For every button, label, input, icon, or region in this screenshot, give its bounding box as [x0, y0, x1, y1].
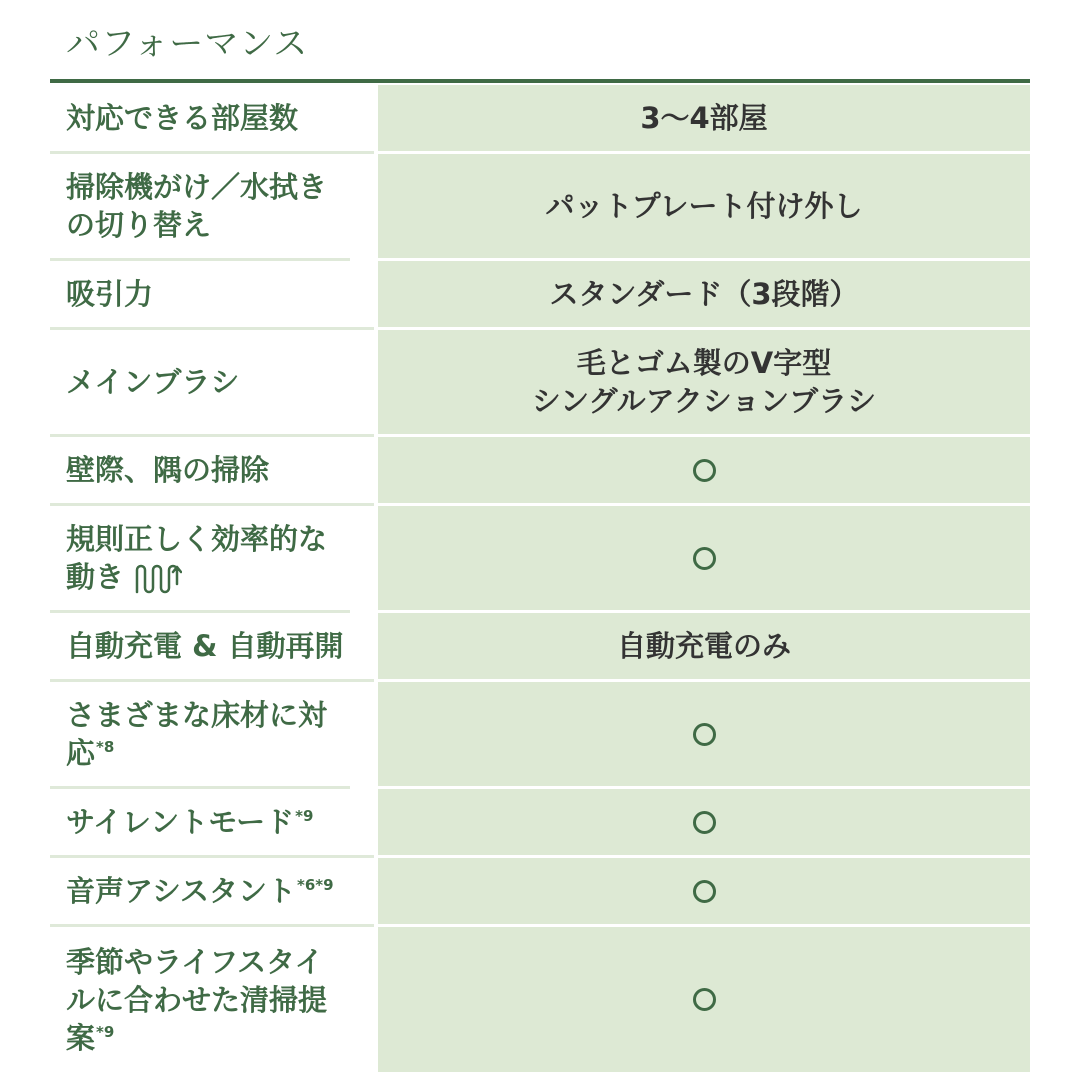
footnote-ref: *8: [96, 738, 115, 757]
row-label: 対応できる部屋数: [50, 85, 374, 154]
row-value: 3〜4部屋: [378, 85, 1030, 154]
available-circle-icon: [693, 988, 716, 1011]
table-row: [50, 506, 1030, 613]
footnote-ref: *9: [96, 1022, 115, 1041]
row-value: [378, 789, 1030, 858]
row-label: 自動充電 & 自動再開: [50, 613, 374, 682]
row-label: 季節やライフスタイルに合わせた清掃提案$^{*9}$: [50, 927, 350, 1072]
title-divider: [50, 79, 1030, 83]
row-value: [378, 682, 1030, 789]
table-row: [50, 927, 1030, 1072]
row-value: [378, 437, 1030, 506]
table-row: [50, 789, 1030, 858]
table-row: [50, 85, 1030, 154]
row-value: スタンダード（3段階）: [378, 261, 1030, 330]
available-circle-icon: [693, 723, 716, 746]
available-circle-icon: [693, 811, 716, 834]
row-value: パットプレート付け外し: [378, 154, 1030, 261]
row-value: 自動充電のみ: [378, 613, 1030, 682]
footnote-ref: *9: [295, 807, 314, 826]
row-value: 毛とゴム製のV字型 シングルアクションブラシ: [378, 330, 1030, 437]
row-label: さまざまな床材に対応$^{*8}$: [50, 682, 350, 789]
table-row: [50, 437, 1030, 506]
row-value: [378, 858, 1030, 927]
row-label: 音声アシスタント$^{*6*9}$: [50, 858, 374, 927]
row-label: 吸引力: [50, 261, 374, 330]
table-row: [50, 154, 1030, 261]
table-row: [50, 682, 1030, 789]
table-row: [50, 613, 1030, 682]
table-row: [50, 858, 1030, 927]
row-value: [378, 506, 1030, 613]
available-circle-icon: [693, 459, 716, 482]
row-label: メインブラシ: [50, 330, 374, 437]
section-title: パフォーマンス: [66, 24, 309, 64]
row-value: [378, 927, 1030, 1072]
zigzag-path-icon: [134, 564, 182, 594]
available-circle-icon: [693, 547, 716, 570]
spec-table: [50, 85, 1030, 1072]
table-row: [50, 261, 1030, 330]
available-circle-icon: [693, 880, 716, 903]
row-label: 掃除機がけ／水拭きの切り替え: [50, 154, 350, 261]
row-label: 壁際、隅の掃除: [50, 437, 374, 506]
row-label: 規則正しく効率的な動き: [50, 506, 350, 613]
table-row: [50, 330, 1030, 437]
row-label: サイレントモード$^{*9}$: [50, 789, 374, 858]
footnote-ref: *6*9: [296, 876, 334, 895]
